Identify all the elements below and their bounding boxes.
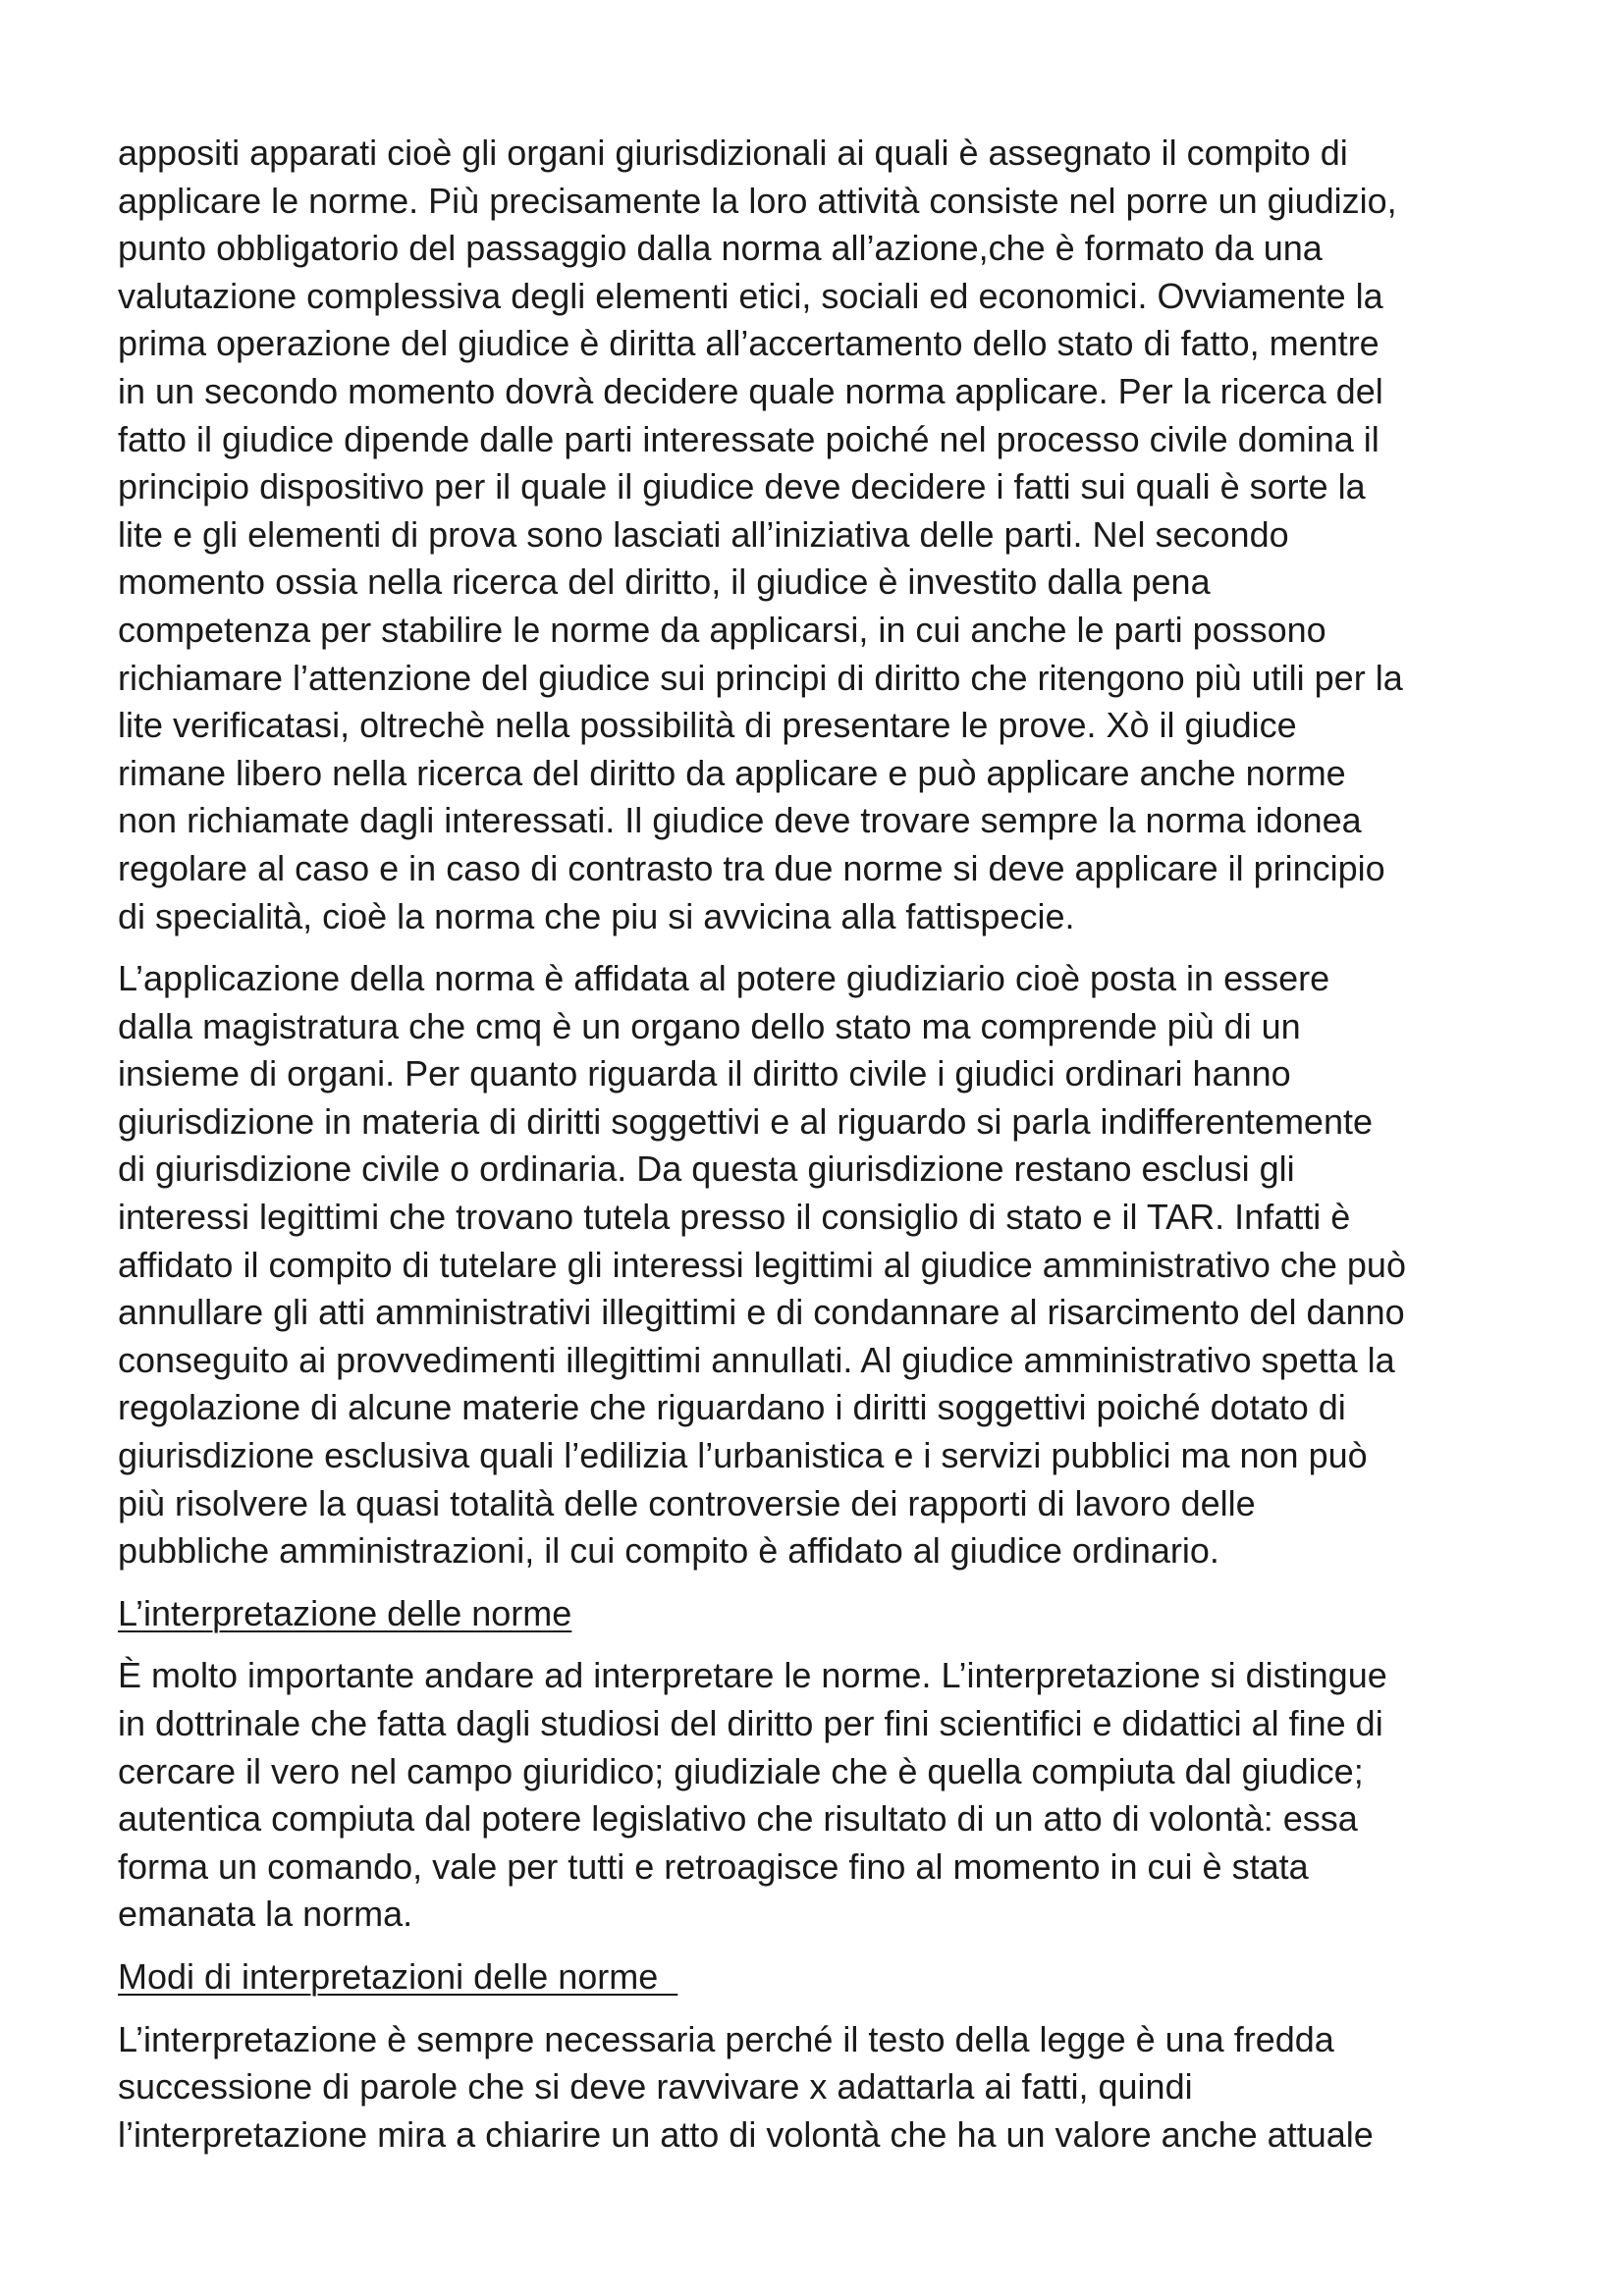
- section-heading-modi-interpretazione: Modi di interpretazioni delle norme: [118, 1955, 678, 1997]
- paragraph-potere-giudiziario: L’applicazione della norma è affidata al potere giudiziario cioè posta in essere dalla magistratura che cmq è un organo dello stato ma comprende più di un insieme di organi. Per quanto riguarda il diritto civile i giudici ordinari hanno giurisdizione in materia di diritti soggettivi e al riguardo si parla indifferentemente di giurisdizione civile o ordinaria. Da questa giurisdizione restano esclusi gli interessi legittimi che trovano tutela presso il consiglio di stato e il TAR. Infatti è affidato il compito di tutelare gli interessi legittimi al giudice amministrativo che può annullare gli atti amministrativi illegittimi e di condannare al risarcimento del danno conseguito ai provvedimenti illegittimi annullati. Al giudice amministrativo spetta la regolazione di alcune materie che riguardano i diritti soggettivi poiché dotato di giurisdizione esclusiva quali l’edilizia l’urbanistica e i servizi pubblici ma non può più risolvere la quasi totalità delle controversie dei rapporti di lavoro delle pubbliche amministrazioni, il cui compito è affidato al giudice ordinario.: [118, 958, 1406, 1572]
- paragraph-giudice-applicazione: appositi apparati cioè gli organi giurisdizionali ai quali è assegnato il compito di applicare le norme. Più precisamente la loro attività consiste nel porre un giudizio, punto obbligatorio del passaggio dalla norma all’azione,che è formato da una valutazione complessiva degli elementi etici, sociali ed economici. Ovviamente la prima operazione del giudice è diritta all’accertamento dello stato di fatto, mentre in un secondo momento dovrà decidere quale norma applicare. Per la ricerca del fatto il giudice dipende dalle parti interessate poiché nel processo civile domina il principio dispositivo per il quale il giudice deve decidere i fatti sui quali è sorte la lite e gli elementi di prova sono lasciati all’iniziativa delle parti. Nel secondo momento ossia nella ricerca del diritto, il giudice è investito dalla pena competenza per stabilire le norme da applicarsi, in cui anche le parti possono richiamare l’attenzione del giudice sui principi di diritto che ritengono più utili per la lite verificatasi, oltrechè nella possibilità di presentare le prove. Xò il giudice rimane libero nella ricerca del diritto da applicare e può applicare anche norme non richiamate dagli interessati. Il giudice deve trovare sempre la norma idonea regolare al caso e in caso di contrasto tra due norme si deve applicare il principio di specialità, cioè la norma che piu si avvicina alla fattispecie.: [118, 133, 1403, 936]
- section-heading-interpretazione: L’interpretazione delle norme: [118, 1592, 572, 1633]
- document-page: [118, 130, 1517, 2173]
- paragraph-modi-interpretazione: L’interpretazione è sempre necessaria perché il testo della legge è una fredda successione di parole che si deve ravvivare x adattarla ai fatti, quindi l’interpretazione mira a chiarire un atto di volontà che ha un valore anche attuale: [118, 2018, 1374, 2155]
- paragraph-interpretazione: È molto importante andare ad interpretare le norme. L’interpretazione si distingue in dottrinale che fatta dagli studiosi del diritto per fini scientifici e didattici al fine di cercare il vero nel campo giuridico; giudiziale che è quella compiuta dal giudice; autentica compiuta dal potere legislativo che risultato di un atto di volontà: essa forma un comando, vale per tutti e retroagisce fino al momento in cui è stata emanata la norma.: [118, 1655, 1387, 1935]
